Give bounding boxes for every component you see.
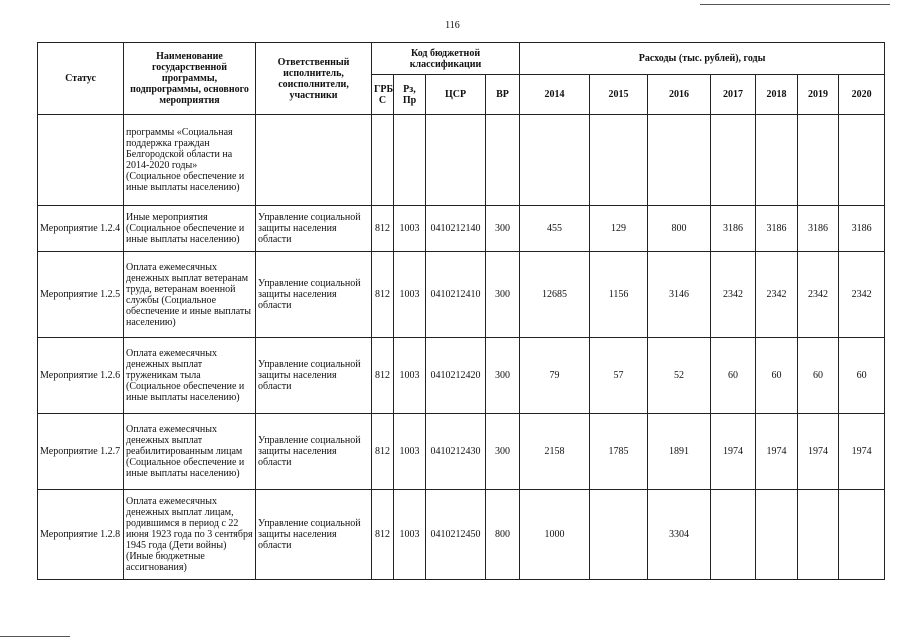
- value-cell: 60: [798, 338, 839, 414]
- value-cell: 60: [839, 338, 885, 414]
- header-year: 2017: [711, 75, 756, 115]
- grbs-cell: 812: [372, 206, 394, 252]
- responsible-cell: Управление социальной защиты населения области: [256, 252, 372, 338]
- vr-cell: 300: [486, 414, 520, 490]
- value-cell: [711, 490, 756, 580]
- value-cell: 1156: [590, 252, 648, 338]
- name-cell: Оплата ежемесячных денежных выплат труженикам тыла (Социальное обеспечение и иные выплаты населению): [124, 338, 256, 414]
- value-cell: [756, 115, 798, 206]
- status-cell: [38, 115, 124, 206]
- grbs-cell: 812: [372, 338, 394, 414]
- responsible-cell: Управление социальной защиты населения области: [256, 338, 372, 414]
- bottom-rule: [0, 636, 70, 637]
- status-cell: Мероприятие 1.2.8: [38, 490, 124, 580]
- responsible-cell: [256, 115, 372, 206]
- grbs-cell: 812: [372, 414, 394, 490]
- grbs-cell: 812: [372, 490, 394, 580]
- value-cell: [798, 115, 839, 206]
- value-cell: 60: [711, 338, 756, 414]
- header-year: 2020: [839, 75, 885, 115]
- header-row-1: [38, 43, 885, 75]
- name-cell: Оплата ежемесячных денежных выплат реабилитированным лицам (Социальное обеспечение и иные выплаты населению): [124, 414, 256, 490]
- header-vr: ВР: [486, 75, 520, 115]
- value-cell: 2342: [756, 252, 798, 338]
- value-cell: 2158: [520, 414, 590, 490]
- rz-pr-cell: 1003: [394, 490, 426, 580]
- status-cell: Мероприятие 1.2.4: [38, 206, 124, 252]
- value-cell: [798, 490, 839, 580]
- rz-pr-cell: [394, 115, 426, 206]
- name-cell: Иные мероприятия (Социальное обеспечение и иные выплаты населению): [124, 206, 256, 252]
- name-cell: программы «Социальная поддержка граждан Белгородской области на 2014-2020 годы» (Социальное обеспечение и иные выплаты населению): [124, 115, 256, 206]
- header-year: 2015: [590, 75, 648, 115]
- table-row: [38, 490, 885, 580]
- value-cell: 3186: [798, 206, 839, 252]
- header-budget-code: Код бюджетной классификации: [372, 43, 520, 75]
- csr-cell: 0410212430: [426, 414, 486, 490]
- value-cell: [590, 490, 648, 580]
- rz-pr-cell: 1003: [394, 338, 426, 414]
- value-cell: 800: [648, 206, 711, 252]
- value-cell: 60: [756, 338, 798, 414]
- header-expenses: Расходы (тыс. рублей), годы: [520, 43, 885, 75]
- csr-cell: 0410212410: [426, 252, 486, 338]
- responsible-cell: Управление социальной защиты населения области: [256, 414, 372, 490]
- header-year: 2014: [520, 75, 590, 115]
- status-cell: Мероприятие 1.2.6: [38, 338, 124, 414]
- csr-cell: 0410212420: [426, 338, 486, 414]
- csr-cell: 0410212140: [426, 206, 486, 252]
- header-rz-pr: Рз, Пр: [394, 75, 426, 115]
- name-cell: Оплата ежемесячных денежных выплат ветеранам труда, ветеранам военной службы (Социальное обеспечение и иные выплаты населению): [124, 252, 256, 338]
- csr-cell: [426, 115, 486, 206]
- value-cell: 1974: [839, 414, 885, 490]
- rz-pr-cell: 1003: [394, 252, 426, 338]
- rz-pr-cell: 1003: [394, 414, 426, 490]
- value-cell: [648, 115, 711, 206]
- table-row: [38, 206, 885, 252]
- vr-cell: 300: [486, 338, 520, 414]
- value-cell: 12685: [520, 252, 590, 338]
- value-cell: 3304: [648, 490, 711, 580]
- value-cell: 129: [590, 206, 648, 252]
- value-cell: [520, 115, 590, 206]
- header-year: 2019: [798, 75, 839, 115]
- value-cell: 1974: [756, 414, 798, 490]
- vr-cell: 300: [486, 206, 520, 252]
- value-cell: [756, 490, 798, 580]
- value-cell: [839, 115, 885, 206]
- header-status: Статус: [38, 43, 124, 115]
- value-cell: 2342: [798, 252, 839, 338]
- header-responsible: Ответственный исполнитель, соисполнители, участники: [256, 43, 372, 115]
- table-row: [38, 115, 885, 206]
- vr-cell: 800: [486, 490, 520, 580]
- responsible-cell: Управление социальной защиты населения области: [256, 206, 372, 252]
- value-cell: 1785: [590, 414, 648, 490]
- name-cell: Оплата ежемесячных денежных выплат лицам, родившимся в период с 22 июня 1923 года по 3 сентября 1945 года (Дети войны) (Иные бюджетные ассигнования): [124, 490, 256, 580]
- value-cell: [590, 115, 648, 206]
- header-name: Наименование государственной программы, подпрограммы, основного мероприятия: [124, 43, 256, 115]
- grbs-cell: [372, 115, 394, 206]
- value-cell: 3186: [711, 206, 756, 252]
- grbs-cell: 812: [372, 252, 394, 338]
- top-rule: [700, 4, 890, 5]
- responsible-cell: Управление социальной защиты населения области: [256, 490, 372, 580]
- value-cell: 1974: [711, 414, 756, 490]
- value-cell: [839, 490, 885, 580]
- table-row: [38, 252, 885, 338]
- value-cell: 3146: [648, 252, 711, 338]
- value-cell: 1974: [798, 414, 839, 490]
- rz-pr-cell: 1003: [394, 206, 426, 252]
- budget-table: [37, 42, 885, 580]
- table-row: [38, 414, 885, 490]
- value-cell: [711, 115, 756, 206]
- vr-cell: [486, 115, 520, 206]
- value-cell: 57: [590, 338, 648, 414]
- value-cell: 52: [648, 338, 711, 414]
- value-cell: 3186: [756, 206, 798, 252]
- page-number: 116: [445, 20, 460, 31]
- vr-cell: 300: [486, 252, 520, 338]
- value-cell: 1000: [520, 490, 590, 580]
- csr-cell: 0410212450: [426, 490, 486, 580]
- header-grbs: ГРБ С: [372, 75, 394, 115]
- value-cell: 2342: [839, 252, 885, 338]
- header-year: 2016: [648, 75, 711, 115]
- status-cell: Мероприятие 1.2.7: [38, 414, 124, 490]
- value-cell: 455: [520, 206, 590, 252]
- value-cell: 79: [520, 338, 590, 414]
- value-cell: 3186: [839, 206, 885, 252]
- header-csr: ЦСР: [426, 75, 486, 115]
- value-cell: 1891: [648, 414, 711, 490]
- value-cell: 2342: [711, 252, 756, 338]
- status-cell: Мероприятие 1.2.5: [38, 252, 124, 338]
- header-year: 2018: [756, 75, 798, 115]
- table-row: [38, 338, 885, 414]
